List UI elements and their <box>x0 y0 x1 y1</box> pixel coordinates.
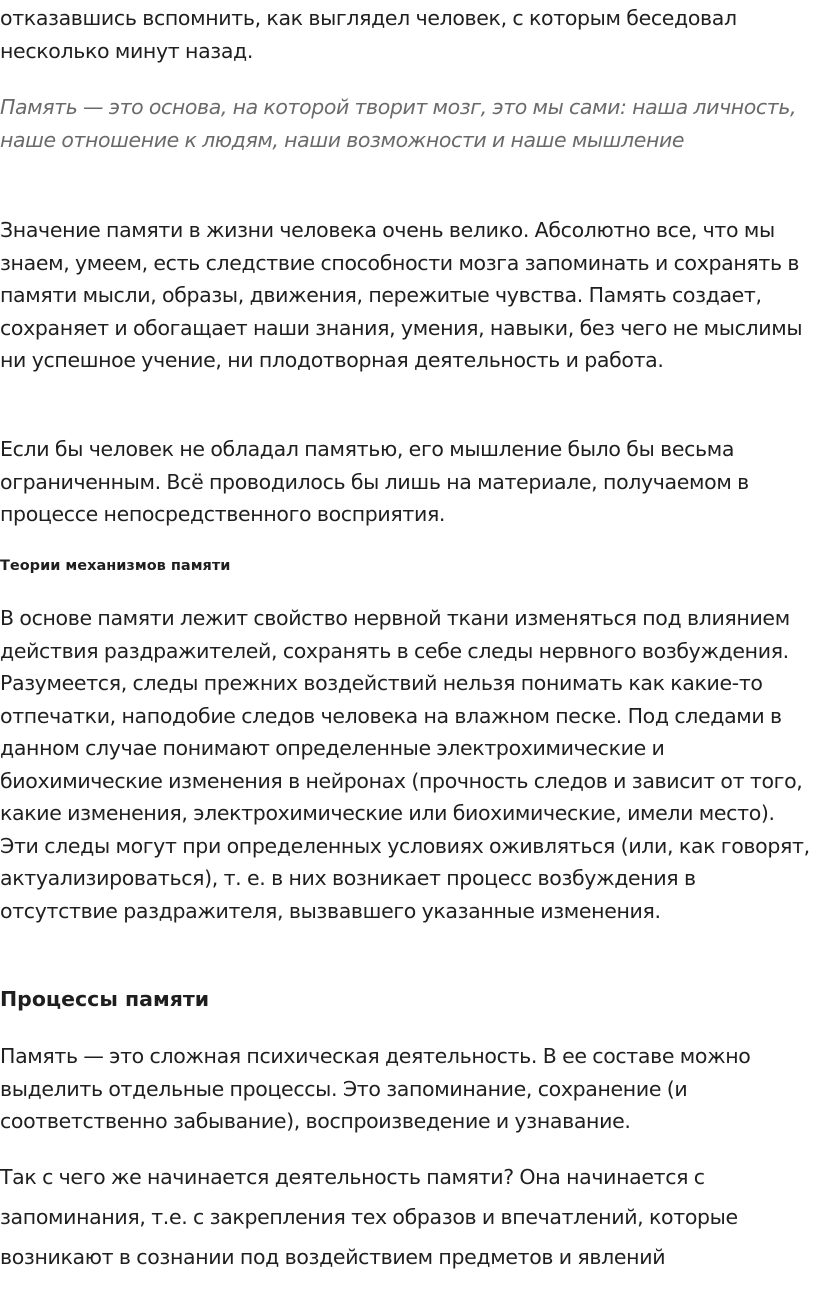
memory-quote: Память — это основа, на которой творит мозг, это мы сами: наша личность, наше отношение к людям, наши возможности и наше мышление <box>0 95 797 152</box>
memory-significance-paragraph: Значение памяти в жизни человека очень велико. Абсолютно все, что мы знаем, умеем, есть следствие способности мозга запоминать и сохранять в памяти мысли, образы, движения, пережитые чувства. Память создает, сохраняет и обогащает наши знания, умения, навыки, без чего не мыслимы ни успешное учение, ни плодотворная деятельность и работа. <box>0 218 803 372</box>
heading-memory-theories: Теории механизмов памяти <box>0 558 231 574</box>
heading-memory-processes: Процессы памяти <box>0 987 210 1011</box>
memory-processes-paragraph: Память — это сложная психическая деятельность. В ее составе можно выделить отдельные процессы. Это запоминание, сохранение (и соответственно забывание), воспроизведение и узнавание. <box>0 1044 751 1133</box>
without-memory-paragraph: Если бы человек не обладал памятью, его мышление было бы весьма ограниченным. Всё проводилось бы лишь на материале, получаемом в процессе непосредственного восприятия. <box>0 437 749 526</box>
intro-continuation-paragraph: отказавшись вспомнить, как выглядел человек, с которым беседовал несколько минут назад. <box>0 6 737 63</box>
memory-start-paragraph: Так с чего же начинается деятельность памяти? Она начинается с запоминания, т.е. с закрепления тех образов и впечатлений, которые возникают в сознании под воздействием предметов и явлений <box>0 1165 738 1269</box>
memory-theories-paragraph: В основе памяти лежит свойство нервной ткани изменяться под влиянием действия раздражителей, сохранять в себе следы нервного возбуждения. Разумеется, следы прежних воздействий нельзя понимать как какие-то отпечатки, наподобие следов человека на влажном песке. Под следами в данном случае понимают определенные электрохимические и биохимические изменения в нейронах (прочность следов и зависит от того, какие изменения, электрохимические или биохимические, имели место). Эти следы могут при определенных условиях оживляться (или, как говорят, актуализироваться), т. е. в них возникает процесс возбуждения в отсутствие раздражителя, вызвавшего указанные изменения. <box>0 606 810 923</box>
